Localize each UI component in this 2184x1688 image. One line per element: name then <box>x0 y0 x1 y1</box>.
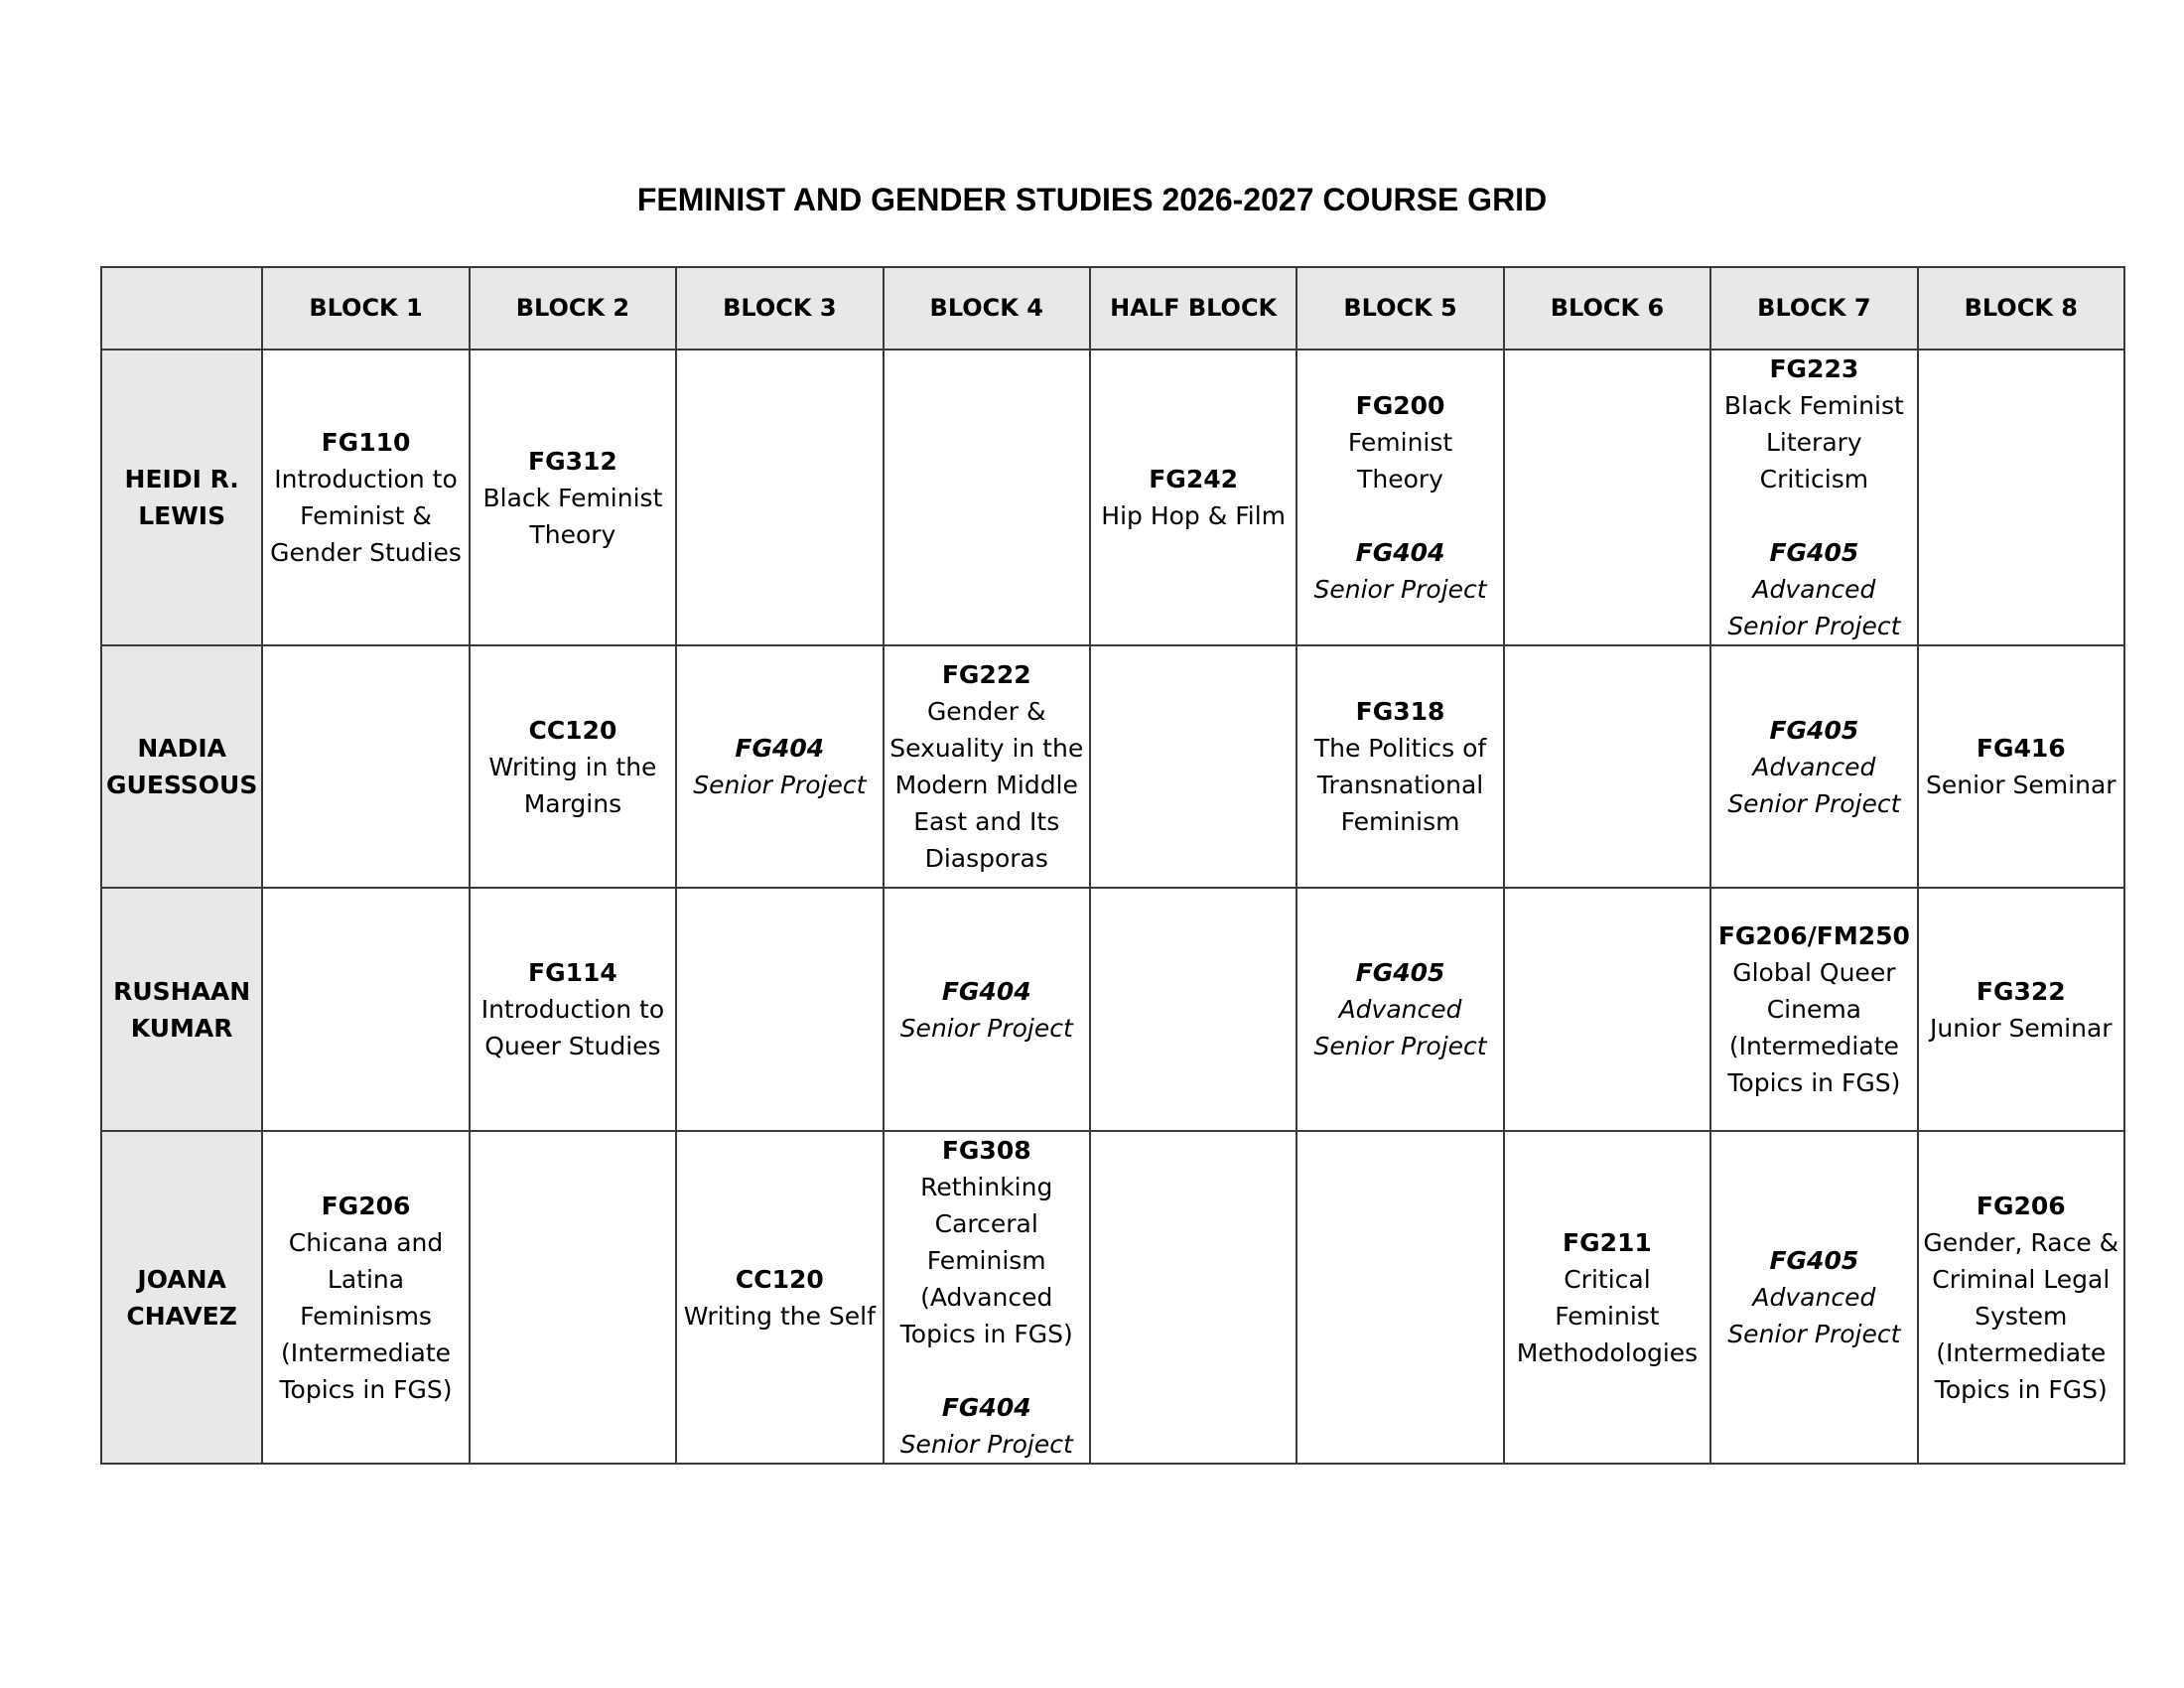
instructor-cell <box>101 1131 262 1464</box>
course-code: FG405 <box>1769 1246 1859 1275</box>
course-entry <box>1509 1224 1706 1371</box>
course-code: FG322 <box>1976 976 2066 1006</box>
course-title: Senior Seminar <box>1926 771 2116 799</box>
instructor-name: JOANA <box>137 1264 226 1294</box>
instructor-row <box>101 645 2124 888</box>
course-entry <box>888 1389 1085 1463</box>
course-cell <box>1918 888 2124 1131</box>
course-entry <box>475 712 671 822</box>
course-title: Hip Hop & Film <box>1101 501 1286 530</box>
instructor-row <box>101 1131 2124 1464</box>
course-cell <box>1918 645 2124 888</box>
course-title: Advanced Senior Project <box>1727 752 1901 818</box>
course-title: The Politics of Transnational Feminism <box>1313 734 1487 836</box>
course-cell <box>470 888 676 1131</box>
course-cell <box>262 645 469 888</box>
instructor-name: HEIDI R. <box>124 465 239 493</box>
instructor-name: GUESSOUS <box>106 771 258 799</box>
course-code: FG200 <box>1355 391 1445 420</box>
course-cell <box>1090 350 1297 645</box>
instructor-row <box>101 350 2124 645</box>
course-cell <box>1297 888 1503 1131</box>
column-header: HALF BLOCK <box>1090 267 1297 350</box>
course-code: FG405 <box>1355 958 1445 987</box>
course-cell <box>262 888 469 1131</box>
course-cell <box>1504 350 1710 645</box>
course-entry <box>1715 351 1912 497</box>
course-title: Chicana and Latina Feminisms (Intermediate Topics in FGS) <box>279 1227 453 1404</box>
course-entry <box>1715 917 1912 1101</box>
course-code: FG211 <box>1563 1227 1652 1257</box>
course-title: Senior Project <box>693 771 867 799</box>
course-title: Senior Project <box>1313 575 1487 604</box>
course-entry <box>1301 954 1498 1064</box>
course-code: FG206 <box>1976 1191 2066 1220</box>
course-cell <box>1297 645 1503 888</box>
column-header: BLOCK 5 <box>1297 267 1503 350</box>
course-entry <box>681 730 878 803</box>
course-title: Junior Seminar <box>1930 1013 2113 1043</box>
course-code: FG308 <box>941 1136 1031 1165</box>
course-entry <box>1301 534 1498 608</box>
course-code: CC120 <box>528 715 617 745</box>
course-title: Black Feminist Literary Criticism <box>1723 391 1904 493</box>
course-entry <box>475 443 671 553</box>
instructor-cell <box>101 645 262 888</box>
page-title: FEMINIST AND GENDER STUDIES 2026-2027 COURSE GRID <box>636 182 1548 217</box>
course-entry <box>1923 1188 2119 1408</box>
course-entry <box>1715 712 1912 822</box>
course-code: FG110 <box>321 428 411 457</box>
course-title: Writing in the Margins <box>488 752 657 818</box>
course-cell <box>470 645 676 888</box>
course-cell <box>1504 888 1710 1131</box>
course-cell <box>884 350 1090 645</box>
course-entry <box>1923 730 2119 803</box>
column-header: BLOCK 4 <box>884 267 1090 350</box>
course-cell <box>1090 1131 1297 1464</box>
course-cell <box>262 1131 469 1464</box>
instructor-cell <box>101 888 262 1131</box>
course-title: Feminist Theory <box>1347 428 1453 493</box>
course-title: Rethinking Carceral Feminism (Advanced Topics in FGS) <box>899 1173 1073 1348</box>
course-entry <box>681 1261 878 1335</box>
column-header: BLOCK 7 <box>1710 267 1917 350</box>
course-title: Senior Project <box>899 1013 1073 1043</box>
course-cell <box>1504 645 1710 888</box>
course-cell <box>1297 1131 1503 1464</box>
instructor-name: NADIA <box>137 734 226 763</box>
course-code: FG242 <box>1149 465 1239 493</box>
course-code: FG206 <box>321 1191 411 1220</box>
course-entry <box>888 1132 1085 1352</box>
course-code: CC120 <box>735 1264 824 1294</box>
course-cell <box>1297 350 1503 645</box>
header-corner-cell <box>101 267 262 350</box>
course-cell <box>1504 1131 1710 1464</box>
course-code: FG416 <box>1976 734 2066 763</box>
course-code: FG223 <box>1769 354 1859 383</box>
course-code: FG318 <box>1355 697 1445 726</box>
instructor-name: KUMAR <box>130 1013 233 1043</box>
course-cell <box>884 888 1090 1131</box>
instructor-name: LEWIS <box>138 501 226 530</box>
course-entry <box>1095 461 1292 534</box>
course-cell <box>676 645 883 888</box>
course-code: FG405 <box>1769 538 1859 567</box>
course-title: Advanced Senior Project <box>1727 575 1901 640</box>
course-cell <box>1710 645 1917 888</box>
course-cell <box>676 350 883 645</box>
course-cell <box>1710 350 1917 645</box>
course-code: FG222 <box>941 660 1031 689</box>
course-cell <box>676 1131 883 1464</box>
instructor-name: RUSHAAN <box>113 976 251 1006</box>
course-title: Writing the Self <box>683 1301 876 1331</box>
course-cell <box>884 1131 1090 1464</box>
course-entry <box>267 424 464 571</box>
course-code: FG312 <box>528 446 617 476</box>
course-title: Gender, Race & Criminal Legal System (Intermediate Topics in FGS) <box>1923 1227 2119 1404</box>
grid-body <box>101 350 2124 1464</box>
course-entry <box>1301 387 1498 497</box>
course-entry <box>1715 1242 1912 1352</box>
course-title: Global Queer Cinema (Intermediate Topics in FGS) <box>1727 958 1901 1097</box>
course-cell <box>470 1131 676 1464</box>
course-title: Critical Feminist Methodologies <box>1516 1264 1699 1367</box>
course-entry <box>888 973 1085 1047</box>
course-cell <box>676 888 883 1131</box>
course-code: FG404 <box>1355 538 1445 567</box>
course-entry <box>1301 693 1498 840</box>
course-entry <box>1923 973 2119 1047</box>
course-code: FG114 <box>528 958 617 987</box>
course-grid <box>100 266 2125 1465</box>
header-row <box>101 267 2124 350</box>
course-entry <box>475 954 671 1064</box>
course-cell <box>1090 645 1297 888</box>
course-entry <box>1715 534 1912 644</box>
course-title: Black Feminist Theory <box>482 483 663 549</box>
course-code: FG404 <box>941 1393 1031 1422</box>
column-header: BLOCK 3 <box>676 267 883 350</box>
course-title: Senior Project <box>899 1430 1073 1459</box>
course-cell <box>262 350 469 645</box>
course-title: Advanced Senior Project <box>1727 1283 1901 1348</box>
course-cell <box>470 350 676 645</box>
course-code: FG404 <box>735 734 825 763</box>
column-header: BLOCK 6 <box>1504 267 1710 350</box>
course-code: FG405 <box>1769 715 1859 745</box>
course-cell <box>1918 350 2124 645</box>
course-cell <box>884 645 1090 888</box>
course-cell <box>1710 1131 1917 1464</box>
course-title: Advanced Senior Project <box>1313 995 1487 1060</box>
column-header: BLOCK 1 <box>262 267 469 350</box>
column-header: BLOCK 2 <box>470 267 676 350</box>
course-entry <box>888 656 1085 877</box>
course-code: FG206/FM250 <box>1717 921 1910 950</box>
course-cell <box>1090 888 1297 1131</box>
instructor-row <box>101 888 2124 1131</box>
instructor-name: CHAVEZ <box>126 1301 237 1331</box>
course-cell <box>1710 888 1917 1131</box>
course-code: FG404 <box>941 976 1031 1006</box>
course-title: Introduction to Feminist & Gender Studies <box>270 465 462 567</box>
course-cell <box>1918 1131 2124 1464</box>
course-title: Gender & Sexuality in the Modern Middle East and Its Diasporas <box>889 697 1084 873</box>
course-title: Introduction to Queer Studies <box>480 995 665 1060</box>
column-header: BLOCK 8 <box>1918 267 2124 350</box>
course-entry <box>267 1188 464 1408</box>
instructor-cell <box>101 350 262 645</box>
